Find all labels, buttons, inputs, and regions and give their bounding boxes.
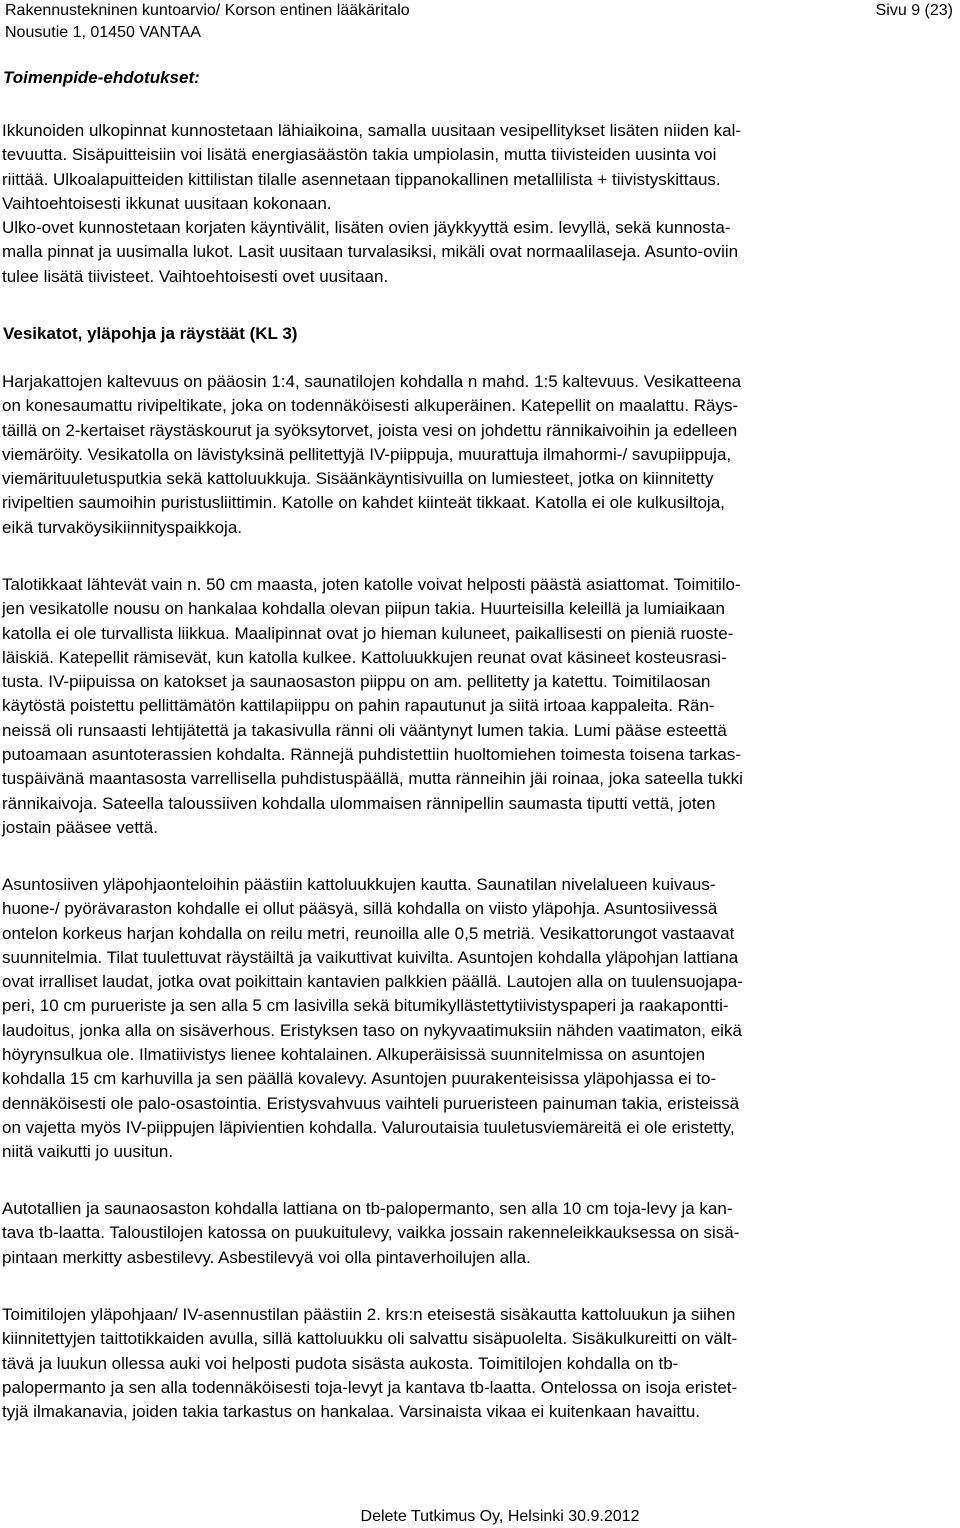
text-line: on vajetta myös IV-piippujen läpivientien kohdalla. Valuroutaisia tuuletusviemäreitä ei ole eristetty, bbox=[2, 1117, 735, 1137]
text-line: peri, 10 cm purueriste ja sen alla 5 cm lasivilla sekä bitumikyllästettytiivistyspaperi ja raakapontti- bbox=[2, 996, 729, 1016]
text-line: rivipeltien saumoihin puristusliittimin. Katolle on kahdet kiinteät tikkaat. Katolla ei ole kulkusiltoja, bbox=[2, 493, 725, 513]
text-line: tevuutta. Sisäpuitteisiin voi lisätä energiasäästön takia umpiolasin, mutta tiivisteiden uusinta voi bbox=[2, 145, 717, 165]
text-line: niitä vaikutti jo uusitun. bbox=[2, 1142, 174, 1162]
text-line: pintaan merkitty asbestilevy. Asbestilevyä voi olla pintaverhoilujen alla. bbox=[2, 1247, 531, 1267]
text-line: Talotikkaat lähtevät vain n. 50 cm maasta, joten katolle voivat helposti päästä asiattomat. Toimitilo- bbox=[2, 575, 741, 594]
text-line: tulee lisätä tiivisteet. Vaihtoehtoisesti ovet uusitaan. bbox=[2, 266, 389, 286]
paragraph-roof-description bbox=[2, 370, 952, 540]
text-line: Asuntosiiven yläpohjaonteloihin päästiin kattoluukkujen kautta. Saunatilan nivelalueen kuivaus- bbox=[2, 875, 716, 894]
text-line: neissä oli runsaasti lehtijätettä ja takasivulla ränni oli vääntynyt lumen takia. Lumi pääse esteettä bbox=[2, 720, 727, 740]
text-line: putoamaan asuntoterassien kohdalta. Rännejä puhdistettiin huoltomiehen toimesta toisena tarkas- bbox=[2, 745, 742, 765]
text-line: ontelon korkeus harjan kohdalla on reilu metri, reunoilla alle 0,5 metriä. Vesikattorungot vastaavat bbox=[2, 923, 735, 943]
text-line: katolla ei ole turvallista liikkua. Maalipinnat ovat jo hieman kuluneet, paikallisesti on pieniä ruoste- bbox=[2, 623, 734, 643]
text-line: tava tb-laatta. Taloustilojen katossa on puukuitulevy, vaikka jossain rakenneleikkauksessa on sisä- bbox=[2, 1223, 740, 1243]
page-number: Sivu 9 (23) bbox=[875, 2, 953, 19]
text-line: Ulko-ovet kunnostetaan korjaten käyntivälit, lisäten ovien jäykkyyttä esim. levyllä, sekä kunnosta- bbox=[2, 218, 731, 238]
text-line: käytöstä poistettu pellittämätön kattilapiippu on pahin rapautunut ja siitä irtoaa kappaleita. Rän- bbox=[2, 696, 715, 716]
paragraph-garage-sauna bbox=[2, 1197, 952, 1270]
text-line: Autotallien ja saunaosaston kohdalla lattiana on tb-palopermanto, sen alla 10 cm toja-levy ja kan- bbox=[2, 1199, 733, 1218]
text-line: Toimitilojen yläpohjaan/ IV-asennustilan päästiin 2. krs:n eteisestä sisäkautta kattoluukun ja siihen bbox=[2, 1305, 736, 1324]
section-heading-roofs: Vesikatot, yläpohja ja räystäät (KL 3) bbox=[3, 324, 298, 343]
text-line: tusta. IV-piipuissa on katokset ja saunaosaston piippu on am. pellitetty ja katettu. Toimitilaosan bbox=[2, 672, 711, 692]
paragraph-office-attic bbox=[2, 1303, 952, 1424]
paragraph-windows-doors bbox=[2, 119, 952, 289]
text-line: kohdalla 15 cm karhuvilla ja sen päällä kovalevy. Asuntojen puurakenteisissa yläpohjassa ei to- bbox=[2, 1069, 717, 1089]
text-line: tyjä ilmakanavia, joiden takia tarkastus on hankalaa. Varsinaista vikaa ei kuitenkaan havaittu. bbox=[2, 1402, 701, 1422]
header-address: Nousutie 1, 01450 VANTAA bbox=[5, 24, 201, 41]
text-line: on konesaumattu rivipeltikate, joka on todennäköisesti alkuperäinen. Katepellit on maalattu. Räys- bbox=[2, 396, 739, 416]
paragraph-roof-condition bbox=[2, 573, 952, 840]
text-line: jostain pääsee vettä. bbox=[2, 817, 158, 837]
text-line: huone-/ pyörävaraston kohdalle ei ollut pääsyä, sillä kohdalla on viisto yläpohja. Asuntosiivessä bbox=[2, 899, 718, 919]
text-line: viemärituuletusputkia sekä kattoluukkuja. Sisäänkäyntisivuilla on lumiesteet, jotka on kiinnitetty bbox=[2, 469, 714, 489]
text-line: jen vesikatolle nousu on hankalaa kohdalla olevan piipun takia. Huurteisilla keleillä ja lumiaikaan bbox=[2, 599, 725, 619]
text-line: palopermanto ja sen alla todennäköisesti toja-levyt ja kantava tb-laatta. Ontelossa on isoja eristet- bbox=[2, 1377, 738, 1397]
text-line: Vaihtoehtoisesti ikkunat uusitaan kokonaan. bbox=[2, 193, 332, 213]
text-line: eikä turvaköysikiinnityspaikkoja. bbox=[2, 517, 242, 537]
text-line: dennäköisesti ole palo-osastointia. Eristysvahvuus vaihteli purueristeen painuman takia, eristeissä bbox=[2, 1093, 740, 1113]
text-line: ovat irralliset laudat, jotka ovat poikittain kantavien palkkien päällä. Lautojen alla on tuulensuojapa- bbox=[2, 972, 743, 992]
text-line: riittää. Ulkoalapuitteiden kittilistan tilalle asennetaan tippanokallinen metallilista + tiivistyskittaus. bbox=[2, 169, 721, 189]
text-line: malla pinnat ja uusimalla lukot. Lasit uusitaan turvalasiksi, mikäli ovat normaalilaseja. Asunto-oviin bbox=[2, 242, 739, 262]
text-line: täillä on 2-kertaiset räystäskourut ja syöksytorvet, joista vesi on johdettu rännikaivoihin ja edelleen bbox=[2, 420, 738, 440]
text-line: Harjakattojen kaltevuus on pääosin 1:4, saunatilojen kohdalla n mahd. 1:5 kaltevuus. Vesikatteena bbox=[2, 372, 742, 391]
text-line: Ikkunoiden ulkopinnat kunnostetaan lähiaikoina, samalla uusitaan vesipellitykset lisäten niiden kal- bbox=[2, 121, 742, 140]
text-line: höyrynsulkua ole. Ilmatiivistys lienee kohtalainen. Alkuperäisissä suunnitelmissa on asuntojen bbox=[2, 1045, 706, 1065]
text-line: läiskiä. Katepellit rämisevät, kun katolla kulkee. Kattoluukkujen reunat ovat käsineet kosteusrasi- bbox=[2, 647, 727, 667]
text-line: tuspäivänä maantasosta varrellisella puhdistuspäällä, mutta ränneihin jäi roinaa, joka sateella tukki bbox=[2, 769, 743, 789]
text-line: rännikaivoja. Sateella taloussiiven kohdalla ulommaisen rännipellin saumasta tiputti vettä, joten bbox=[2, 793, 716, 813]
text-line: tävä ja luukun ollessa auki voi helposti pudota sisästa aukosta. Toimitilojen kohdalla on tb- bbox=[2, 1353, 679, 1373]
text-line: suunnitelmia. Tilat tuulettuvat räystäiltä ja vaikuttivat kuivilta. Asuntojen kohdalla yläpohjan lattiana bbox=[2, 947, 739, 967]
text-line: kiinnitettyjen taittotikkaiden avulla, sillä kattoluukku oli salvattu sisäpuolelta. Sisäkulkureitti on vält- bbox=[2, 1329, 738, 1349]
text-line: viemäröity. Vesikatolla on lävistyksinä pellitettyjä IV-piippuja, muurattuja ilmahormi-/ savupiippuja, bbox=[2, 444, 732, 464]
text-line: laudoitus, jonka alla on sisäverhous. Eristyksen taso on nykyvaatimuksiin nähden vaatimaton, eikä bbox=[2, 1020, 742, 1040]
paragraph-attic-residential bbox=[2, 873, 952, 1165]
page-header bbox=[5, 0, 953, 48]
header-title: Rakennustekninen kuntoarvio/ Korson entinen lääkäritalo bbox=[5, 2, 410, 19]
page-footer: Delete Tutkimus Oy, Helsinki 30.9.2012 bbox=[360, 1508, 640, 1525]
section-title: Toimenpide-ehdotukset: bbox=[3, 68, 200, 87]
